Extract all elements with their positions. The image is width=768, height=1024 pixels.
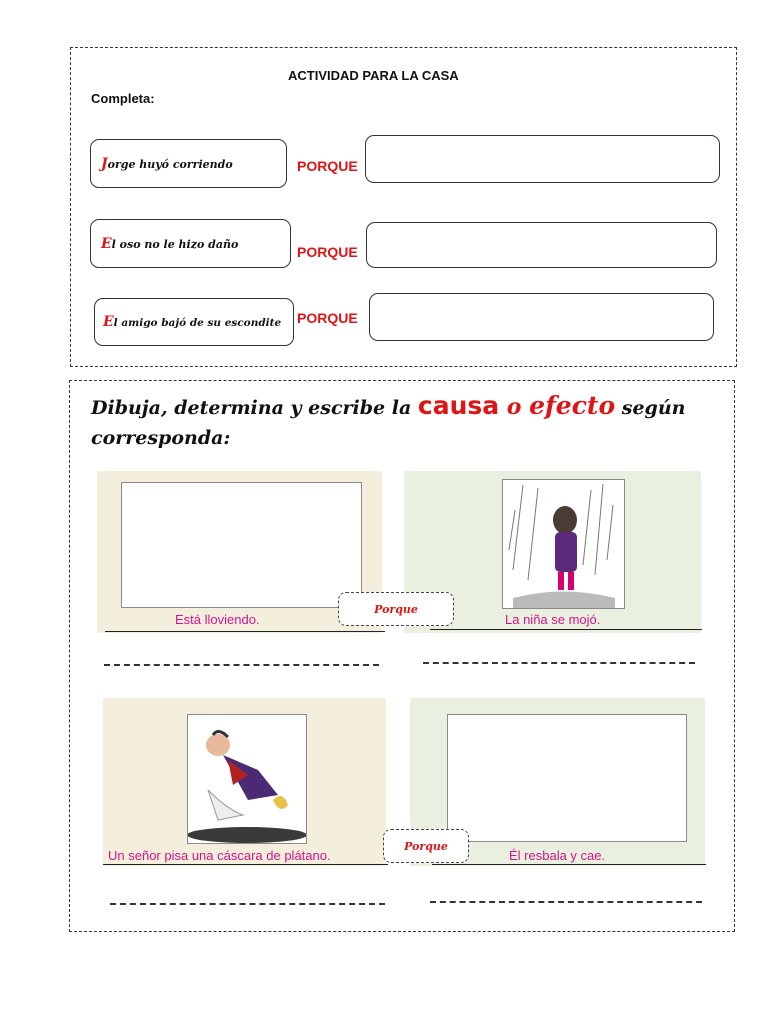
answer-line-2b[interactable]: [430, 901, 702, 903]
sentence-text-1: orge huyó corriendo: [107, 157, 233, 171]
answer-line-1b[interactable]: [423, 662, 695, 664]
rain-girl-icon: [503, 480, 624, 608]
porque-label-1: PORQUE: [297, 158, 358, 174]
effect-caption-1: La niña se mojó.: [505, 612, 601, 627]
answer-underline-1a: [105, 631, 385, 632]
activity-title: ACTIVIDAD PARA LA CASA: [288, 68, 459, 83]
sentence-text-2: l oso no le hizo daño: [111, 237, 239, 251]
sentence-text-3: l amigo bajó de su escondite: [113, 317, 282, 329]
answer-line-1a[interactable]: [104, 664, 379, 666]
heading-start: Dibuja, determina y escribe la: [91, 397, 418, 419]
answer-box-3[interactable]: [369, 293, 714, 341]
porque-tag-1: Porque: [338, 592, 454, 626]
answer-underline-1b: [430, 629, 702, 630]
cause-caption-2: Un señor pisa una cáscara de plátano.: [108, 848, 331, 863]
sentence-initial-1: J: [101, 155, 108, 172]
heading-or: o: [499, 394, 530, 420]
sentence-box-1: [90, 139, 287, 188]
answer-box-2[interactable]: [366, 222, 717, 268]
sentence-box-2: [90, 219, 291, 268]
answer-box-1[interactable]: [365, 135, 720, 183]
porque-label-3: PORQUE: [297, 310, 358, 326]
sentence-box-3: [94, 298, 294, 346]
sentence-initial-3: E: [103, 314, 114, 330]
slip-man-picture: [187, 714, 307, 844]
section-heading-line2: corresponda:: [91, 427, 231, 449]
answer-line-2a[interactable]: [110, 903, 385, 905]
cause-caption-1: Está lloviendo.: [175, 612, 260, 627]
drawing-area-2[interactable]: [447, 714, 687, 842]
porque-tag-2: Porque: [383, 829, 469, 863]
effect-caption-2: Él resbala y cae.: [509, 848, 606, 863]
sentence-initial-2: E: [101, 235, 112, 252]
heading-effect: efecto: [529, 391, 616, 420]
instruction-label: Completa:: [91, 91, 155, 106]
slip-man-icon: [188, 715, 306, 843]
answer-underline-2b: [432, 864, 706, 865]
answer-underline-2a: [103, 864, 388, 865]
rain-girl-picture: [502, 479, 625, 609]
porque-label-2: PORQUE: [297, 244, 358, 260]
drawing-area-1[interactable]: [121, 482, 362, 608]
heading-end: según: [615, 397, 686, 419]
heading-cause: causa: [417, 391, 500, 420]
section-heading: [91, 391, 711, 423]
